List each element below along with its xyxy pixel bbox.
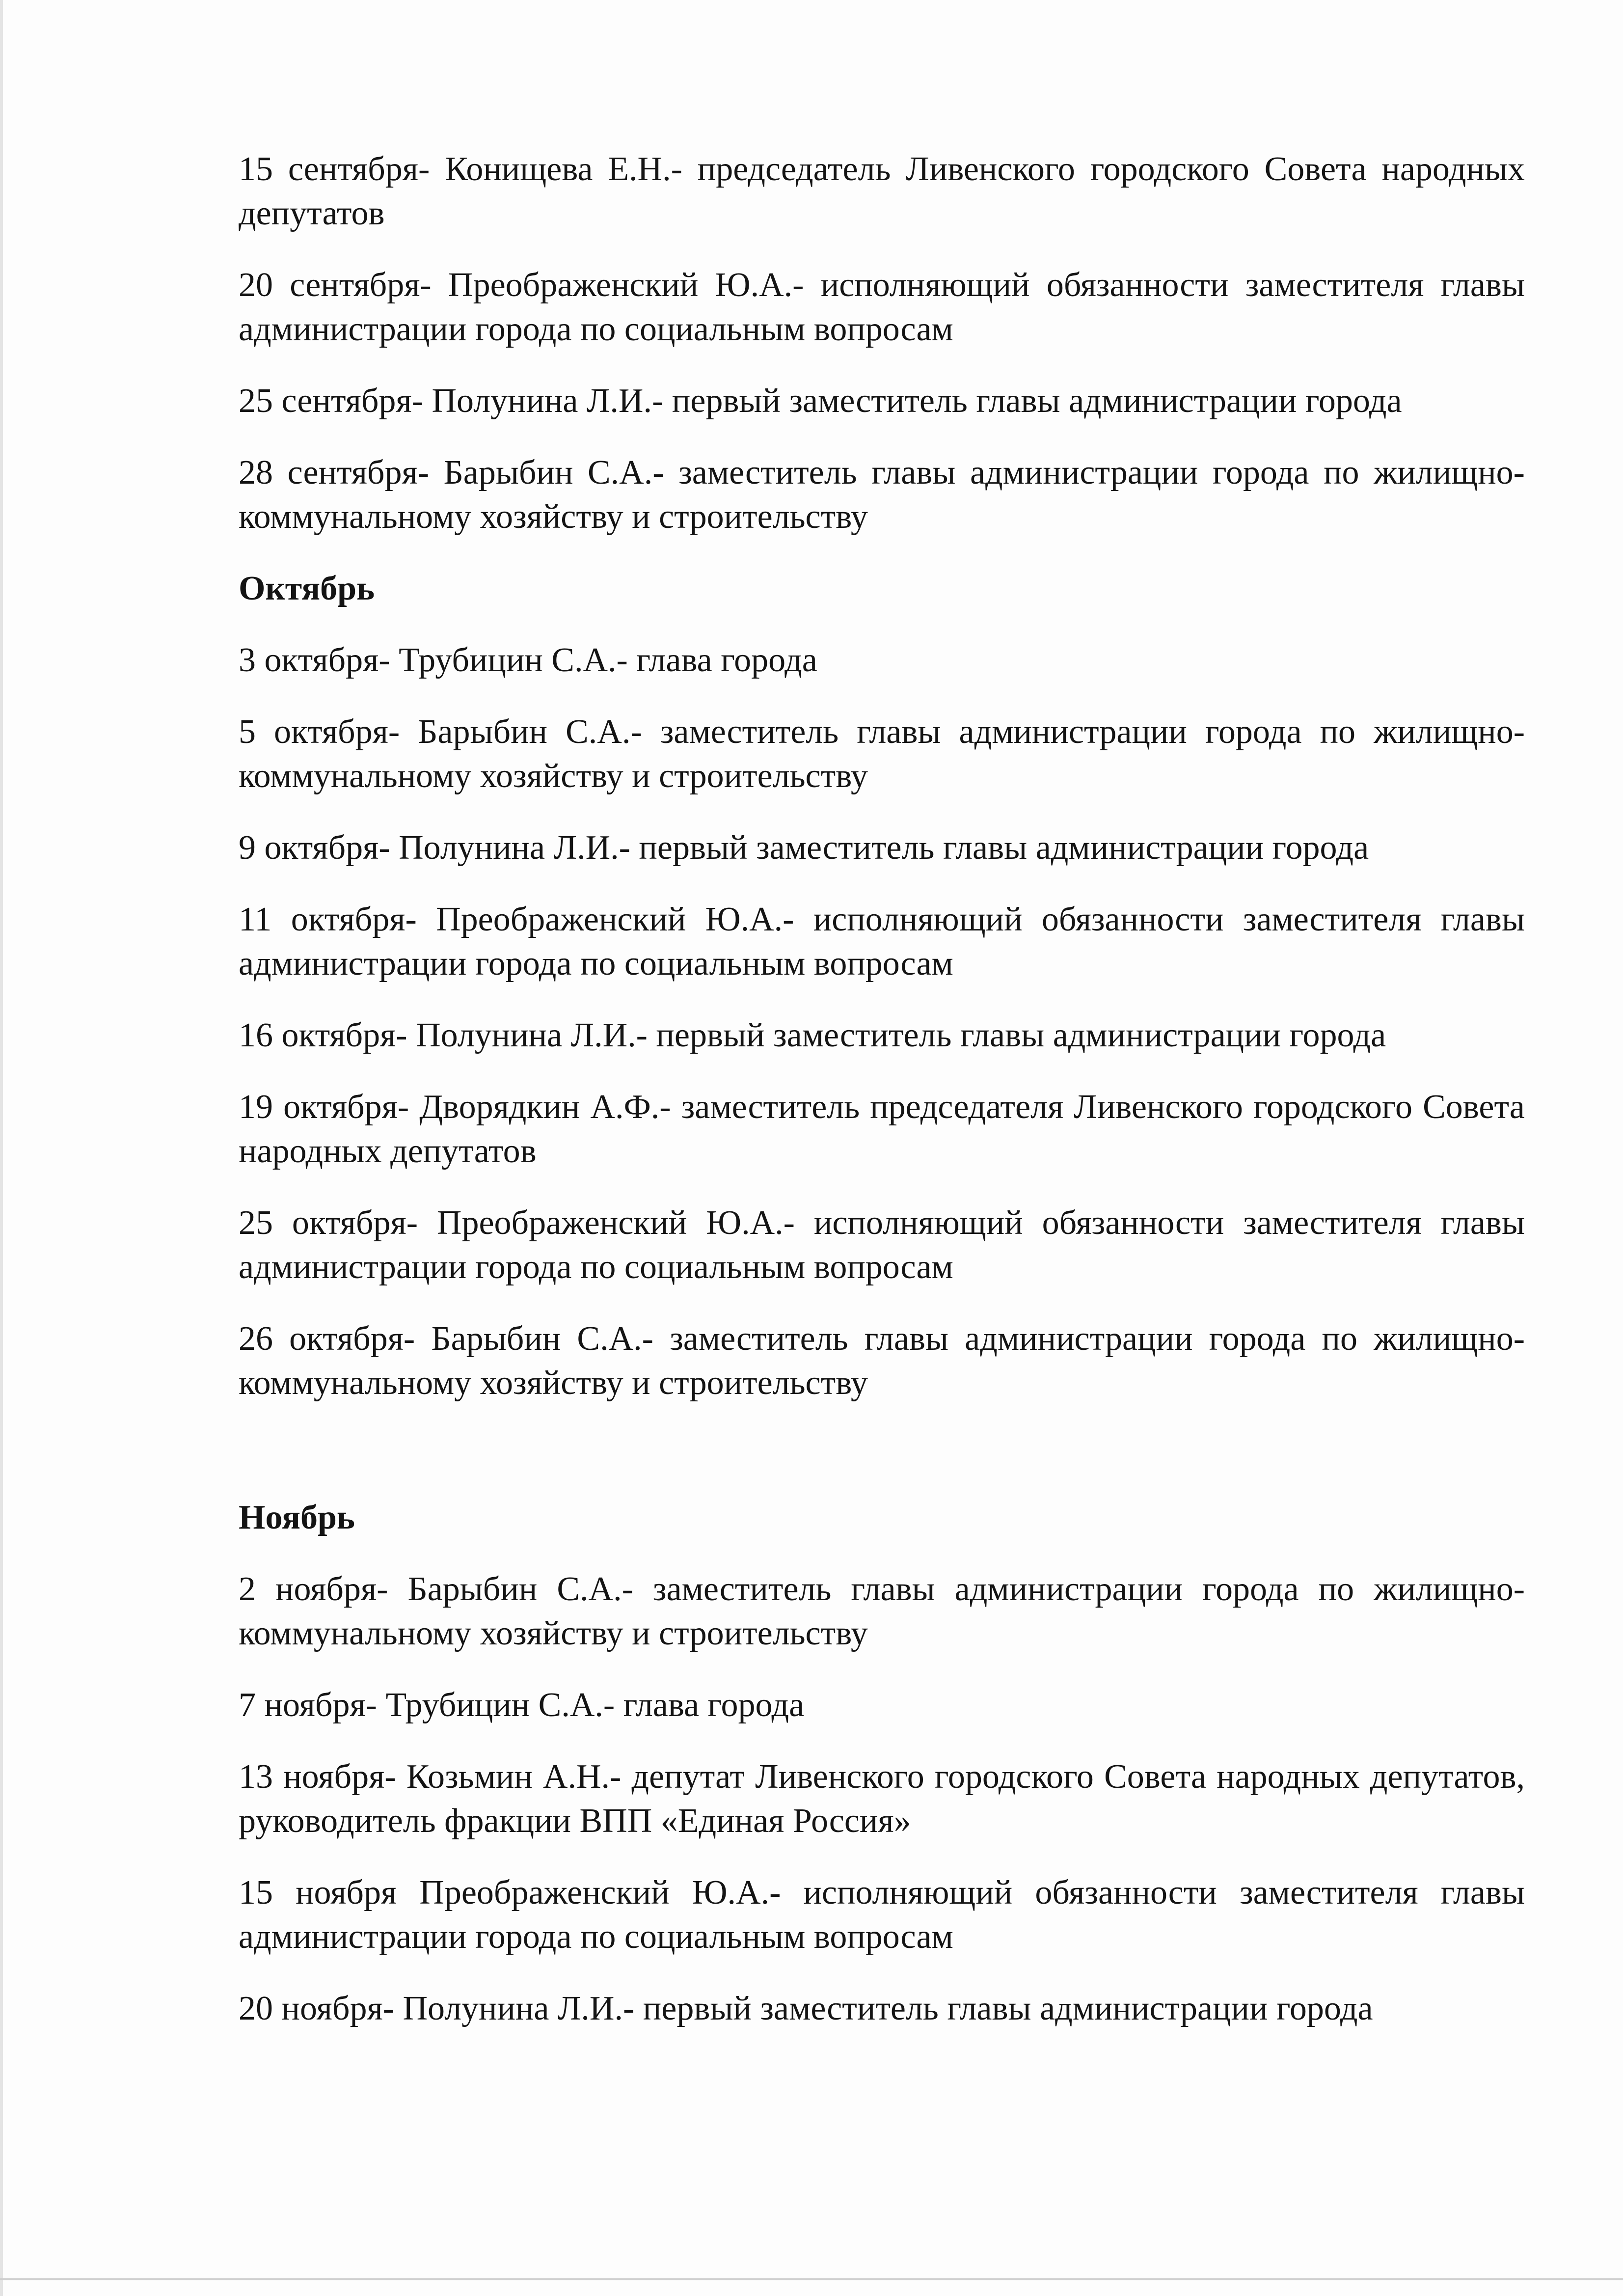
schedule-entry: 3 октября- Трубицин С.А.- глава города: [239, 641, 817, 679]
schedule-entry: 19 октября- Дворядкин А.Ф.- заместитель председателя Ливенского городского Совета народных депутатов: [239, 1088, 1525, 1170]
schedule-entry: 7 ноября- Трубицин С.А.- глава города: [239, 1686, 805, 1724]
schedule-entry: 15 ноября Преображенский Ю.А.- исполняющий обязанности заместителя главы администрации города по социальным вопросам: [239, 1874, 1525, 1956]
scan-edge: [0, 0, 3, 2296]
schedule-entry: 20 ноября- Полунина Л.И.- первый заместитель главы администрации города: [239, 1990, 1373, 2027]
scan-bottom-edge: [0, 2278, 1623, 2280]
schedule-entry: 25 сентября- Полунина Л.И.- первый заместитель главы администрации города: [239, 382, 1402, 420]
schedule-entry: 28 сентября- Барыбин С.А.- заместитель главы администрации города по жилищно-коммунальному хозяйству и строительству: [239, 454, 1525, 536]
schedule-entry: 9 октября- Полунина Л.И.- первый заместитель главы администрации города: [239, 829, 1369, 867]
schedule-entry: 16 октября- Полунина Л.И.- первый заместитель главы администрации города: [239, 1016, 1386, 1054]
month-heading-october: Октябрь: [239, 570, 375, 607]
month-heading-november: Ноябрь: [239, 1499, 355, 1536]
schedule-entry: 2 ноября- Барыбин С.А.- заместитель главы администрации города по жилищно-коммунальному хозяйству и строительству: [239, 1570, 1525, 1652]
schedule-entry: 20 сентября- Преображенский Ю.А.- исполняющий обязанности заместителя главы администрации города по социальным вопросам: [239, 266, 1525, 348]
schedule-entry: 11 октября- Преображенский Ю.А.- исполняющий обязанности заместителя главы администрации города по социальным вопросам: [239, 901, 1525, 983]
schedule-entry: 15 сентября- Конищева Е.Н.- председатель Ливенского городского Совета народных депутатов: [239, 150, 1525, 232]
schedule-entry: 26 октября- Барыбин С.А.- заместитель главы администрации города по жилищно-коммунальному хозяйству и строительству: [239, 1320, 1525, 1402]
schedule-entry: 25 октября- Преображенский Ю.А.- исполняющий обязанности заместителя главы администрации города по социальным вопросам: [239, 1204, 1525, 1286]
schedule-entry: 13 ноября- Козьмин А.Н.- депутат Ливенского городского Совета народных депутатов, руководитель фракции ВПП «Единая Россия»: [239, 1758, 1525, 1840]
schedule-content: [239, 147, 1525, 2058]
schedule-entry: 5 октября- Барыбин С.А.- заместитель главы администрации города по жилищно-коммунальному хозяйству и строительству: [239, 713, 1525, 795]
